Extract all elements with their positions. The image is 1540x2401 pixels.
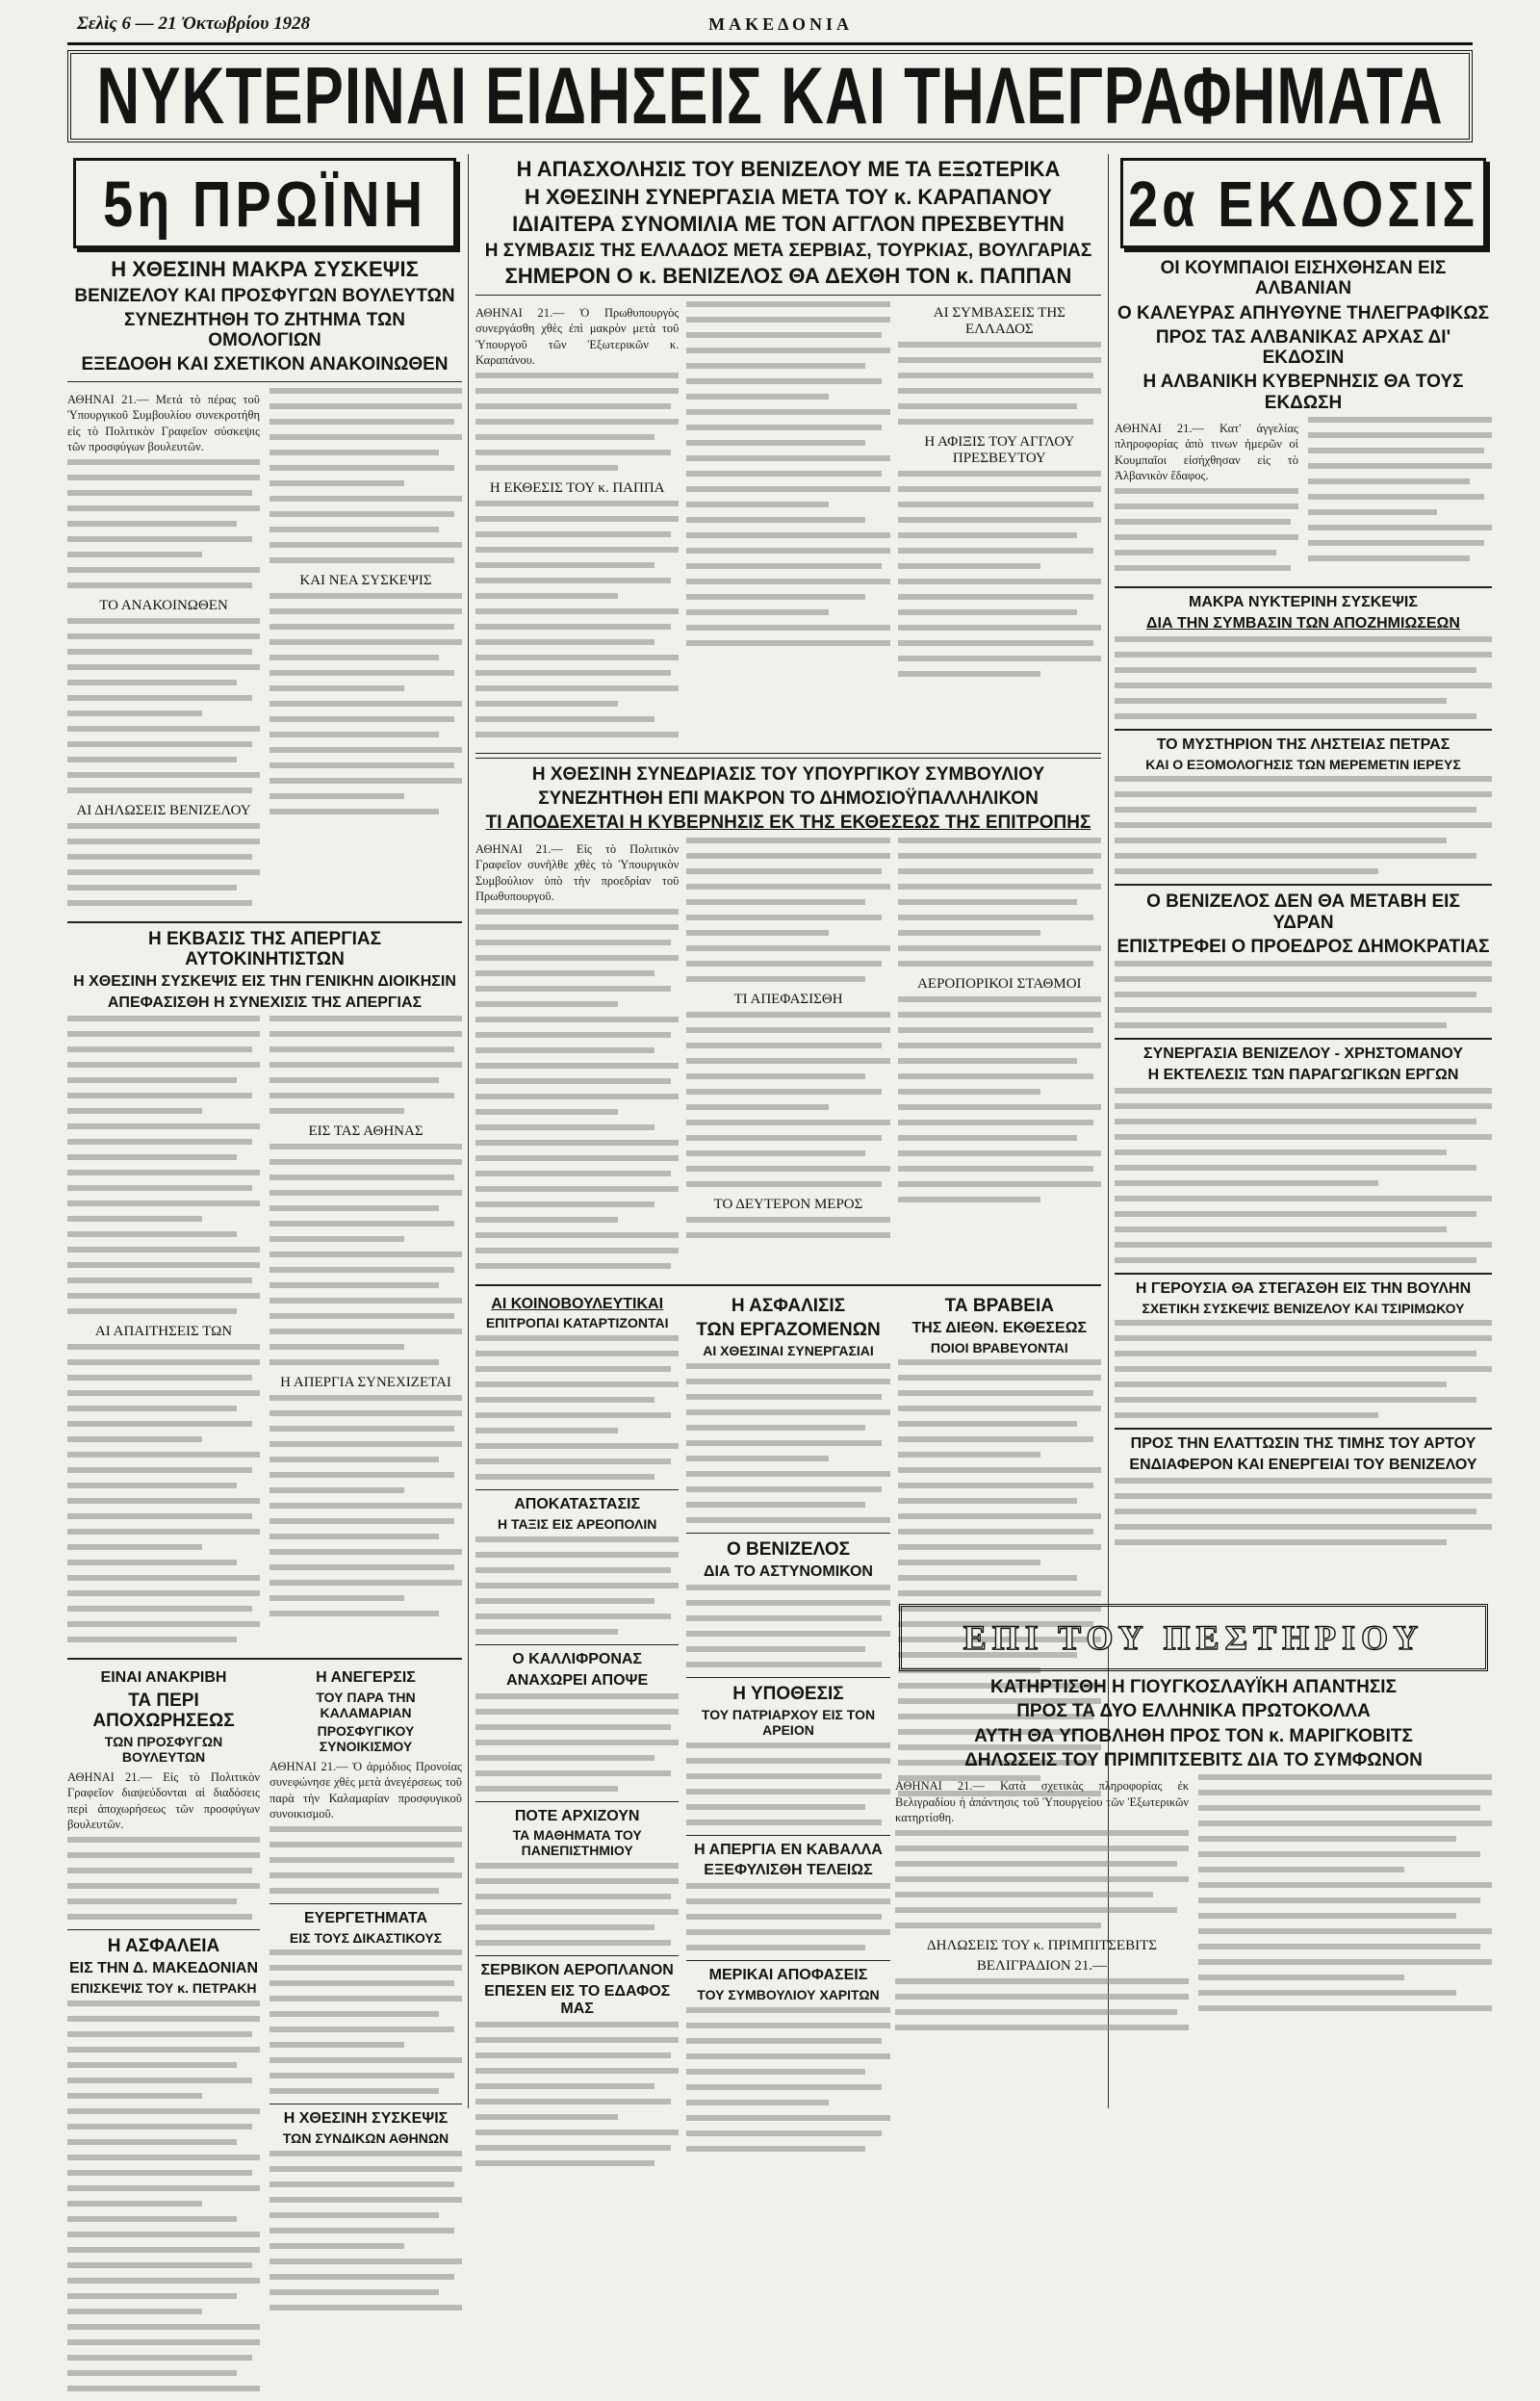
headline: Ο ΚΑΛΕΥΡΑΣ ΑΠΗΥΘΥΝΕ ΤΗΛΕΓΡΑΦΙΚΩΣ [1117,302,1489,323]
headline: ΚΑΙ Ο ΕΞΟΜΟΛΟΓΗΣΙΣ ΤΩΝ ΜΕΡΕΜΕΤΙΝ ΙΕΡΕΥΣ [1145,756,1461,772]
text-lines [898,996,1101,1202]
headline: ΠΡΟΣΦΥΓΙΚΟΥ ΣΥΝΟΙΚΙΣΜΟΥ [317,1723,415,1754]
divider [475,1284,1101,1286]
subheading: ΕΙΣ ΤΑΣ ΑΘΗΝΑΣ [308,1123,424,1140]
subheading: ΒΕΛΙΓΡΑΔΙΟΝ 21.— [976,1957,1108,1974]
text-lines [67,1344,260,1642]
headline: Η ΤΑΞΙΣ ΕΙΣ ΑΡΕΟΠΟΛΙΝ [497,1516,657,1533]
edition-box-morning [73,158,456,248]
text-lines [686,1585,889,1667]
divider [1115,884,1492,886]
divider [1115,729,1492,731]
text-lines [895,1978,1189,2030]
article-text: ΑΘΗΝΑΙ 21.— Κατὰ σχετικὰς πληροφορίας ἐκ Βελιγραδίου ἡ ἀπάντησις τοῦ Ὑπουργείου τῶν Ἐξωτερικῶν κατηρτίσθη. [895,1779,1189,1825]
headline: Η ΧΘΕΣΙΝΗ ΣΥΣΚΕΨΙΣ [283,2110,449,2128]
headline: ΤΑ ΜΑΘΗΜΑΤΑ ΤΟΥ ΠΑΝΕΠΙΣΤΗΜΙΟΥ [512,1827,642,1859]
text-lines [1115,1320,1492,1418]
text-lines [67,1837,260,1920]
text-lines [686,301,889,646]
headline: ΑΙ ΚΟΙΝΟΒΟΥΛΕΥΤΙΚΑΙ [491,1295,664,1312]
headline: Ο ΒΕΝΙΖΕΛΟΣ ΔΕΝ ΘΑ ΜΕΤΑΒΗ ΕΙΣ ΥΔΡΑΝ [1146,891,1460,933]
headline: Η ΑΣΦΑΛΙΣΙΣ [731,1295,846,1316]
headline: ΣΥΝΕΡΓΑΣΙΑ ΒΕΝΙΖΕΛΟΥ - ΧΡΗΣΤΟΜΑΝΟΥ [1143,1046,1463,1063]
headline: ΑΙ ΧΘΕΣΙΝΑΙ ΣΥΝΕΡΓΑΣΙΑΙ [703,1343,874,1359]
headline: ΕΠΕΣΕΝ ΕΙΣ ΤΟ ΕΔΑΦΟΣ ΜΑΣ [484,1982,671,2017]
headline: ΕΠΙΣΚΕΨΙΣ ΤΟΥ κ. ΠΕΤΡΑΚΗ [70,1979,257,1996]
text-lines [1115,488,1298,571]
edition-title: 2α ΕΚΔΟΣΙΣ [1128,167,1478,240]
column-left [67,154,462,2401]
text-lines [475,1536,679,1635]
divider [1115,586,1492,588]
subheading: ΚΑΙ ΝΕΑ ΣΥΣΚΕΨΙΣ [299,572,432,588]
feature-pestirio [895,1598,1492,2040]
headline: ΠΟΙΟΙ ΒΡΑΒΕΥΟΝΤΑΙ [930,1339,1068,1355]
main-banner-title: ΝΥΚΤΕΡΙΝΑΙ ΕΙΔΗΣΕΙΣ ΚΑΙ ΤΗΛΕΓΡΑΦΗΜΑΤΑ [96,51,1444,142]
text-lines [1115,636,1492,719]
divider [1115,1428,1492,1430]
text-lines [1115,1088,1492,1263]
text-lines [475,1863,679,1946]
text-lines [67,2001,260,2391]
feature-banner-title: ΕΠΙ ΤΟΥ ΠΕΣΤΗΡΙΟΥ [962,1618,1424,1657]
text-lines [67,1016,260,1314]
text-lines [895,1830,1189,1928]
article-body [475,838,1101,1278]
headline: ΤΟΥ ΠΑΤΡΙΑΡΧΟΥ ΕΙΣ ΤΟΝ ΑΡΕΙΟΝ [701,1707,876,1738]
headline: ΟΙ ΚΟΥΜΠΑΙΟΙ ΕΙΣΗΧΘΗΣΑΝ ΕΙΣ ΑΛΒΑΝΙΑΝ [1160,258,1447,299]
headline: Η ΧΘΕΣΙΝΗ ΣΥΝΕΡΓΑΣΙΑ ΜΕΤΑ ΤΟΥ κ. ΚΑΡΑΠΑΝΟΥ [525,184,1052,209]
text-lines [686,1363,889,1523]
folio-rule [67,42,1473,45]
headline: ΙΔΙΑΙΤΕΡΑ ΣΥΝΟΜΙΛΙΑ ΜΕ ΤΟΝ ΑΓΓΛΟΝ ΠΡΕΣΒΕΥΤΗΝ [512,212,1065,237]
text-lines [270,2151,462,2311]
text-lines [686,1217,889,1238]
subheading: Η ΑΦΙΞΙΣ ΤΟΥ ΑΓΓΛΟΥ ΠΡΕΣΒΕΥΤΟΥ [924,433,1075,466]
divider [67,1929,260,1930]
subheading: ΑΙ ΔΗΛΩΣΕΙΣ ΒΕΝΙΖΕΛΟΥ [76,802,251,818]
headline: Η ΕΚΒΑΣΙΣ ΤΗΣ ΑΠΕΡΓΙΑΣ ΑΥΤΟΚΙΝΗΤΙΣΤΩΝ [147,928,382,969]
divider [1115,1273,1492,1275]
headline: ΤΟΥ ΠΑΡΑ ΤΗΝ ΚΑΛΑΜΑΡΙΑΝ [316,1689,416,1720]
headline: Η ΑΣΦΑΛΕΙΑ [107,1935,220,1956]
text-lines [67,459,260,588]
divider [475,753,1101,759]
headline: Η ΕΚΤΕΛΕΣΙΣ ΤΩΝ ΠΑΡΑΓΩΓΙΚΩΝ ΕΡΓΩΝ [1147,1066,1459,1083]
headline: ΠΡΟΣ ΤΑΣ ΑΛΒΑΝΙΚΑΣ ΑΡΧΑΣ ΔΙ' ΕΚΔΟΣΙΝ [1155,326,1451,369]
headline: ΤΑ ΠΕΡΙ ΑΠΟΧΩΡΗΣΕΩΣ [92,1690,235,1732]
headline: ΤΩΝ ΠΡΟΣΦΥΓΩΝ ΒΟΥΛΕΥΤΩΝ [104,1734,223,1766]
edition-box-second [1120,158,1486,248]
feature-banner [899,1604,1488,1671]
subheading: Η ΑΠΕΡΓΙΑ ΣΥΝΕΧΙΖΕΤΑΙ [280,1375,451,1391]
divider [67,1658,462,1660]
divider [686,1533,889,1534]
article-body [67,388,462,916]
column-right [1115,154,1492,1555]
headline: Ο ΒΕΝΙΖΕΛΟΣ [726,1538,851,1560]
headline: ΣΗΜΕΡΟΝ Ο κ. ΒΕΝΙΖΕΛΟΣ ΘΑ ΔΕΧΘΗ ΤΟΝ κ. ΠΑΠΠΑΝ [504,264,1072,289]
headline: ΑΝΑΧΩΡΕΙ ΑΠΟΨΕ [506,1671,649,1689]
text-lines [686,1012,889,1187]
text-lines [1115,1478,1492,1545]
headline: ΕΙΝΑΙ ΑΝΑΚΡΙΒΗ [100,1669,227,1687]
text-lines [898,838,1101,967]
headline: ΕΙΣ ΤΟΥΣ ΔΙΚΑΣΤΙΚΟΥΣ [289,1929,443,1946]
headline: ΠΡΟΣ ΤΗΝ ΕΛΑΤΤΩΣΙΝ ΤΗΣ ΤΙΜΗΣ ΤΟΥ ΑΡΤΟΥ [1130,1435,1476,1453]
headline: Η ΣΥΜΒΑΣΙΣ ΤΗΣ ΕΛΛΑΔΟΣ ΜΕΤΑ ΣΕΡΒΙΑΣ, ΤΟΥΡΚΙΑΣ, ΒΟΥΛΓΑΡΙΑΣ [484,240,1092,261]
headline: ΕΥΕΡΓΕΤΗΜΑΤΑ [304,1909,427,1926]
headline: ΒΕΝΙΖΕΛΟΥ ΚΑΙ ΠΡΟΣΦΥΓΩΝ ΒΟΥΛΕΥΤΩΝ [74,285,455,306]
headline: ΔΙΑ ΤΟ ΑΣΤΥΝΟΜΙΚΟΝ [704,1563,873,1581]
text-lines [270,1395,462,1616]
headline: Η ΑΠΑΣΧΟΛΗΣΙΣ ΤΟΥ ΒΕΝΙΖΕΛΟΥ ΜΕ ΤΑ ΕΞΩΤΕΡΙΚΑ [516,157,1061,181]
headline: ΠΟΤΕ ΑΡΧΙΖΟΥΝ [514,1807,640,1824]
headline: Η ΑΝΕΓΕΡΣΙΣ [316,1669,416,1687]
article-text: ΑΘΗΝΑΙ 21.— Ὁ ἀρμόδιος Προνοίας συνεφώνησε χθὲς μετὰ ἀνεγέρσεως τοῦ παρὰ τὴν Καλαμαρίαν προσφυγικοῦ συνοικισμοῦ. [270,1759,462,1821]
article-body [895,1774,1492,2040]
headline: Η ΧΘΕΣΙΝΗ ΜΑΚΡΑ ΣΥΣΚΕΨΙΣ [111,257,419,281]
divider [475,1955,679,1956]
headline: ΕΞΕΔΟΘΗ ΚΑΙ ΣΧΕΤΙΚΟΝ ΑΝΑΚΟΙΝΩΘΕΝ [81,354,449,375]
text-lines [1198,1774,1492,2011]
divider [686,1677,889,1678]
article-text: ΑΘΗΝΑΙ 21.— Κατ' ἀγγελίας πληροφορίας ἀπὸ τινων ἡμερῶν οἱ Κουμπαῖοι εἰσήχθησαν εἰς τὸ Ἀλβανικὸν ἔδαφος. [1115,421,1298,483]
divider [475,1489,679,1490]
text-lines [270,593,462,814]
column-divider [468,154,469,2108]
subheading: ΑΙ ΑΠΑΙΤΗΣΕΙΣ ΤΩΝ [94,1324,233,1340]
headline: ΤΩΝ ΕΡΓΑΖΟΜΕΝΩΝ [696,1319,881,1340]
headline: ΣΥΝΕΖΗΤΗΘΗ ΕΠΙ ΜΑΚΡΟΝ ΤΟ ΔΗΜΟΣΙΟΫΠΑΛΛΗΛΙΚΟΝ [538,788,1039,810]
headline: ΤΑ ΒΡΑΒΕΙΑ [944,1295,1054,1316]
headline: ΔΙΑ ΤΗΝ ΣΥΜΒΑΣΙΝ ΤΩΝ ΑΠΟΖΗΜΙΩΣΕΩΝ [1146,614,1460,632]
article-text: ΑΘΗΝΑΙ 21.— Ὁ Πρωθυπουργὸς συνεργάσθη χθὲς ἐπὶ μακρὸν μετὰ τοῦ Ὑπουργοῦ τῶν Ἐξωτερικῶν κ. Καραπάνου. [475,305,680,368]
text-lines [686,838,889,982]
headline: ΕΠΙΣΤΡΕΦΕΙ Ο ΠΡΟΕΔΡΟΣ ΔΗΜΟΚΡΑΤΙΑΣ [1116,936,1490,957]
divider [270,1903,462,1904]
text-lines [270,388,462,563]
folio-line [0,8,1540,40]
text-lines [686,1883,889,1950]
article-text: ΑΘΗΝΑΙ 21.— Μετά τὸ πέρας τοῦ Ὑπουργικοῦ Συμβουλίου συνεκροτήθη εἰς τὸ Πολιτικὸν Γραφεῖον σύσκεψις τῶν προσφύγων βουλευτῶν. [67,392,260,454]
headline: ΣΧΕΤΙΚΗ ΣΥΣΚΕΨΙΣ ΒΕΝΙΖΕΛΟΥ ΚΑΙ ΤΣΙΡΙΜΩΚΟΥ [1142,1300,1465,1316]
text-lines [270,1949,462,2094]
text-lines [1115,961,1492,1028]
text-lines [898,342,1101,425]
article-body [67,1016,462,1652]
headline: ΣΕΡΒΙΚΟΝ ΑΕΡΟΠΛΑΝΟΝ [480,1961,674,1978]
text-lines [686,2007,889,2152]
divider [475,1801,679,1802]
text-lines [67,618,260,793]
headline: Η ΓΕΡΟΥΣΙΑ ΘΑ ΣΤΕΓΑΣΘΗ ΕΙΣ ΤΗΝ ΒΟΥΛΗΝ [1135,1279,1472,1297]
headline: ΑΥΤΗ ΘΑ ΥΠΟΒΛΗΘΗ ΠΡΟΣ ΤΟΝ κ. ΜΑΡΙΓΚΟΒΙΤΣ [974,1725,1413,1746]
text-lines [270,1016,462,1114]
text-lines [475,909,679,1269]
article-text: ΑΘΗΝΑΙ 21.— Εἰς τὸ Πολιτικὸν Γραφεῖον συνῆλθε χθὲς τὸ Ὑπουργικὸν Συμβούλιον ὑπὸ τὴν προεδρίαν τοῦ Πρωθυπουργοῦ. [475,841,680,904]
headline: ΜΕΡΙΚΑΙ ΑΠΟΦΑΣΕΙΣ [708,1967,868,1984]
newspaper-name: ΜΑΚΕΔΟΝΙΑ [708,13,853,34]
page-date: Σελὶς 6 — 21 Ὀκτωβρίου 1928 [77,13,311,34]
headline: ΤΩΝ ΣΥΝΔΙΚΩΝ ΑΘΗΝΩΝ [282,2130,449,2147]
headline: ΕΞΕΦΥΛΙΣΘΗ ΤΕΛΕΙΩΣ [704,1862,873,1879]
subheading: ΑΕΡΟΠΟΡΙΚΟΙ ΣΤΑΘΜΟΙ [917,975,1082,992]
text-lines [475,1693,679,1792]
text-lines [67,823,260,906]
text-lines [475,373,679,471]
subheading: ΤΟ ΑΝΑΚΟΙΝΩΘΕΝ [99,597,228,613]
headline: ΕΠΙΤΡΟΠΑΙ ΚΑΤΑΡΤΙΖΟΝΤΑΙ [485,1315,669,1331]
edition-title: 5η ΠΡΩΪΝΗ [102,167,427,240]
headline: Η ΥΠΟΘΕΣΙΣ [732,1683,844,1704]
article-text: ΑΘΗΝΑΙ 21.— Εἰς τὸ Πολιτικὸν Γραφεῖον διαψεύδονται αἱ διαδόσεις περὶ ἀποχωρήσεως τῶν προσφύγων βουλευτῶν. [67,1769,260,1832]
main-banner [67,50,1473,142]
headline: Ο ΚΑΛΛΙΦΡΟΝΑΣ [512,1650,643,1667]
text-lines [270,1144,462,1365]
headline: ΑΠΟΚΑΤΑΣΤΑΣΙΣ [514,1496,641,1513]
headline: ΤΗΣ ΔΙΕΘΝ. ΕΚΘΕΣΕΩΣ [911,1319,1088,1336]
subheading: ΔΗΛΩΣΕΙΣ ΤΟΥ κ. ΠΡΙΜΠΙΤΣΕΒΙΤΣ [927,1937,1157,1953]
headline: ΤΙ ΑΠΟΔΕΧΕΤΑΙ Η ΚΥΒΕΡΝΗΣΙΣ ΕΚ ΤΗΣ ΕΚΘΕΣΕΩΣ ΤΗΣ ΕΠΙΤΡΟΠΗΣ [485,813,1091,834]
article-pair [67,1665,462,2401]
headline: ΣΥΝΕΖΗΤΗΘΗ ΤΟ ΖΗΤΗΜΑ ΤΩΝ ΟΜΟΛΟΓΙΩΝ [124,309,405,351]
divider [686,1835,889,1836]
headline: ΕΙΣ ΤΗΝ Δ. ΜΑΚΕΔΟΝΙΑΝ [68,1960,259,1977]
text-lines [475,501,679,737]
article-body [475,301,1101,747]
headline: ΔΗΛΩΣΕΙΣ ΤΟΥ ΠΡΙΜΠΙΤΣΕΒΙΤΣ ΔΙΑ ΤΟ ΣΥΜΦΩΝΟΝ [964,1749,1423,1770]
headline: ΤΟ ΜΥΣΤΗΡΙΟΝ ΤΗΣ ΛΗΣΤΕΙΑΣ ΠΕΤΡΑΣ [1156,736,1450,753]
headline: Η ΑΠΕΡΓΙΑ ΕΝ ΚΑΒΑΛΛΑ [694,1841,883,1858]
subheading: ΤΙ ΑΠΕΦΑΣΙΣΘΗ [733,991,843,1007]
headline: ΜΑΚΡΑ ΝΥΚΤΕΡΙΝΗ ΣΥΣΚΕΨΙΣ [1189,593,1418,610]
headline: Η ΑΛΒΑΝΙΚΗ ΚΥΒΕΡΝΗΣΙΣ ΘΑ ΤΟΥΣ ΕΚΔΩΣΗ [1142,372,1464,413]
text-lines [270,1826,462,1894]
subheading: Η ΕΚΘΕΣΙΣ ΤΟΥ κ. ΠΑΠΠΑ [489,479,665,496]
headline: ΤΟΥ ΣΥΜΒΟΥΛΙΟΥ ΧΑΡΙΤΩΝ [697,1987,880,2003]
divider [686,1960,889,1961]
divider [1115,1038,1492,1040]
headline: Η ΧΘΕΣΙΝΗ ΣΥΣΚΕΨΙΣ ΕΙΣ ΤΗΝ ΓΕΝΙΚΗΝ ΔΙΟΙΚΗΣΙΝ [73,973,456,991]
headline: ΚΑΤΗΡΤΙΣΘΗ Η ΓΙΟΥΓΚΟΣΛΑΥΪΚΗ ΑΠΑΝΤΗΣΙΣ [990,1677,1397,1697]
article-body [1115,417,1492,581]
text-lines [1115,776,1492,874]
text-lines [1308,417,1492,561]
subheading: ΤΟ ΔΕΥΤΕΡΟΝ ΜΕΡΟΣ [713,1196,863,1212]
headline: ΕΝΔΙΑΦΕΡΟΝ ΚΑΙ ΕΝΕΡΓΕΙΑΙ ΤΟΥ ΒΕΝΙΖΕΛΟΥ [1129,1457,1477,1474]
divider [475,295,1101,296]
text-lines [898,471,1101,677]
headline: ΠΡΟΣ ΤΑ ΔΥΟ ΕΛΛΗΝΙΚΑ ΠΡΩΤΟΚΟΛΛΑ [1016,1701,1371,1722]
headline: ΑΠΕΦΑΣΙΣΘΗ Η ΣΥΝΕΧΙΣΙΣ ΤΗΣ ΑΠΕΡΓΙΑΣ [107,994,423,1012]
subheading: ΑΙ ΣΥΜΒΑΣΕΙΣ ΤΗΣ ΕΛΛΑΔΟΣ [933,304,1065,337]
divider [67,381,462,382]
headline: Η ΧΘΕΣΙΝΗ ΣΥΝΕΔΡΙΑΣΙΣ ΤΟΥ ΥΠΟΥΡΓΙΚΟΥ ΣΥΜΒΟΥΛΙΟΥ [531,763,1045,785]
text-lines [475,1335,679,1480]
text-lines [686,1743,889,1825]
divider [67,921,462,923]
divider [475,1644,679,1645]
text-lines [475,2022,679,2166]
